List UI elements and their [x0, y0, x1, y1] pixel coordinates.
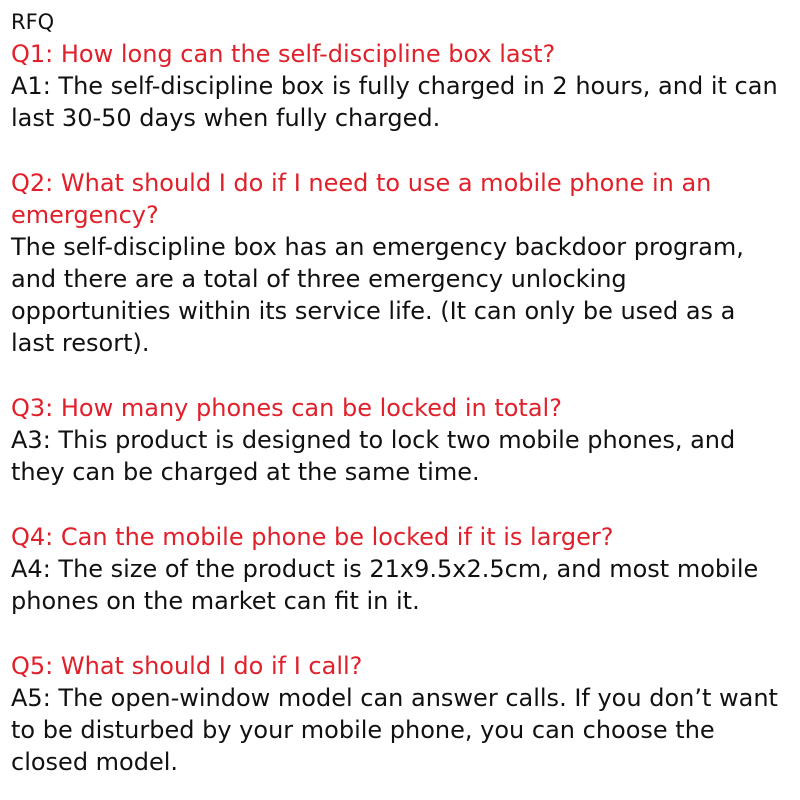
faq-answer-3: A3: This product is designed to lock two mobile phones, and they can be charged at the same time.: [11, 426, 736, 486]
faq-question-4: Q4: Can the mobile phone be locked if it is larger?: [11, 523, 614, 551]
faq-item-3: [11, 392, 786, 488]
faq-answer-2: The self-discipline box has an emergency backdoor program, and there are a total of three emergency unlocking opportunities within its service life. (It can only be used as a last resort).: [11, 233, 744, 357]
faq-answer-5: A5: The open-window model can answer calls. If you don’t want to be disturbed by your mobile phone, you can choose the closed model.: [11, 684, 778, 776]
faq-question-5: Q5: What should I do if I call?: [11, 652, 363, 680]
faq-item-2: [11, 167, 786, 359]
document-heading: RFQ: [11, 10, 55, 34]
faq-answer-4: A4: The size of the product is 21x9.5x2.5cm, and most mobile phones on the market can fit in it.: [11, 555, 759, 615]
faq-item-1: [11, 38, 786, 134]
faq-question-1: Q1: How long can the self-discipline box last?: [11, 40, 556, 68]
faq-answer-1: A1: The self-discipline box is fully charged in 2 hours, and it can last 30-50 days when fully charged.: [11, 72, 778, 132]
faq-question-3: Q3: How many phones can be locked in total?: [11, 394, 562, 422]
faq-question-2: Q2: What should I do if I need to use a mobile phone in an emergency?: [11, 169, 712, 229]
faq-item-4: [11, 521, 786, 617]
faq-item-5: [11, 650, 786, 778]
